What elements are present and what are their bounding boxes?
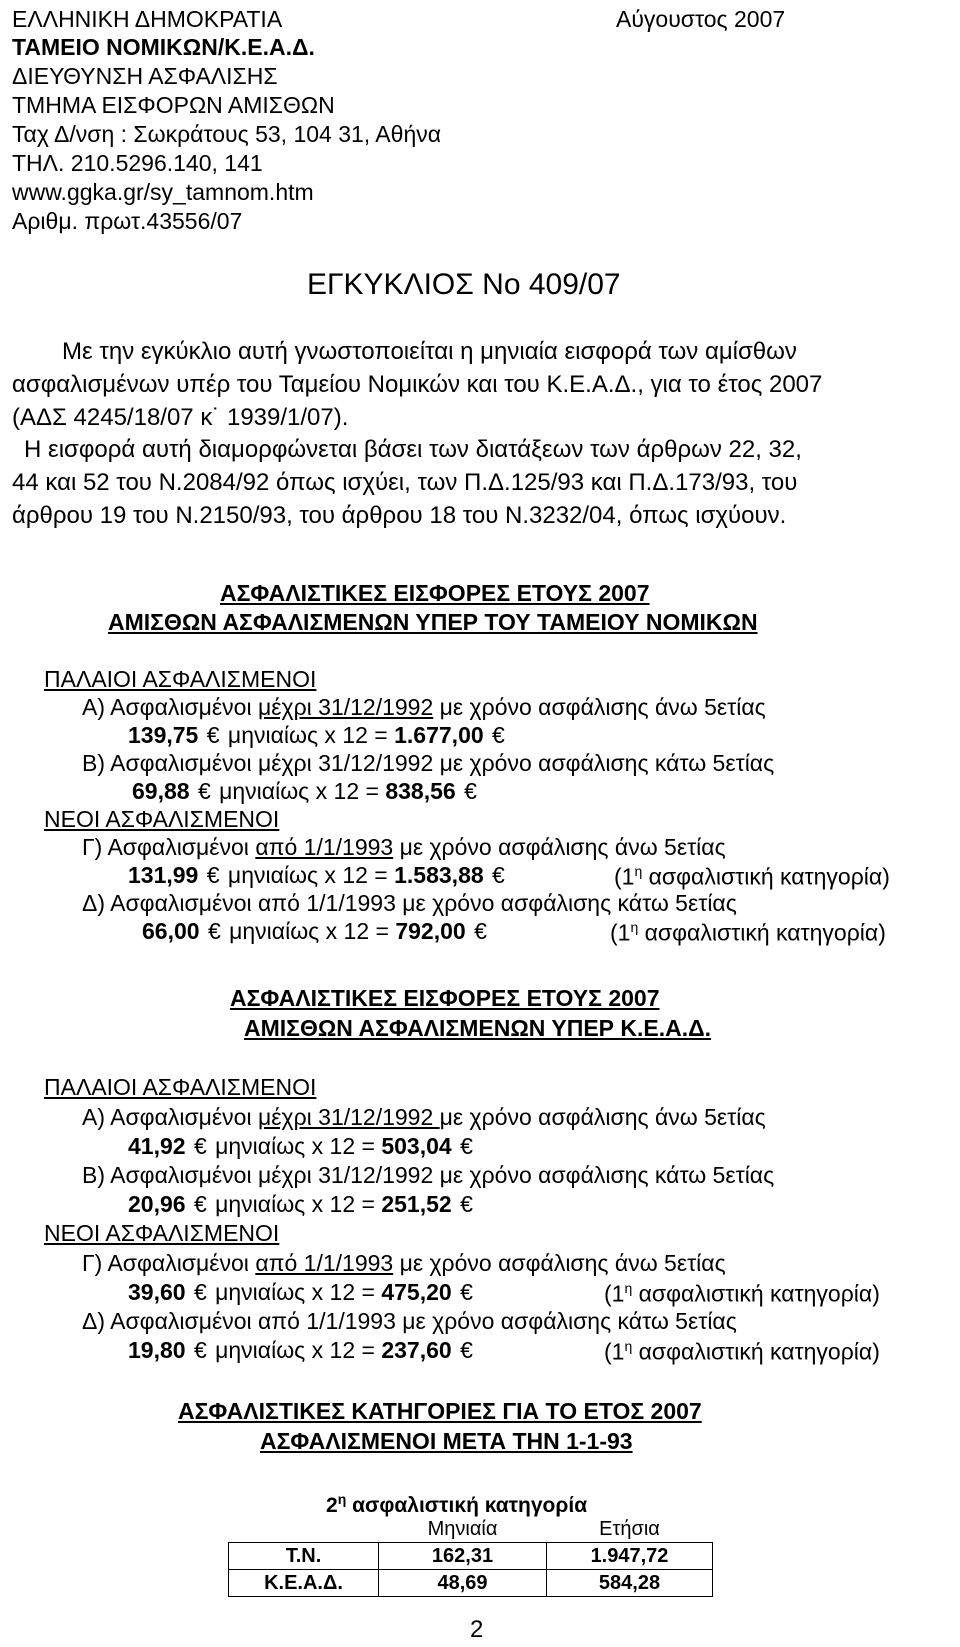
table-row-monthly: 162,31 xyxy=(379,1543,547,1570)
euro-icon: € xyxy=(460,1191,473,1217)
section1-item-c: Γ) Ασφαλισμένοι από 1/1/1993 με χρόνο ασφάλισης άνω 5ετίας xyxy=(82,834,726,860)
section1-item-a: Α) Ασφαλισμένοι μέχρι 31/12/1992 με χρόνο ασφάλισης άνω 5ετίας xyxy=(82,694,766,720)
euro-icon: € xyxy=(207,918,221,944)
amount-monthly: 41,92 xyxy=(128,1133,186,1159)
amount-annual: 237,60 xyxy=(381,1337,452,1363)
section2-item-d-calc: 19,80 € μηνιαίως x 12 = 237,60 € xyxy=(128,1337,473,1363)
euro-icon: € xyxy=(193,1133,207,1159)
circular-title: ΕΓΚΥΚΛΙΟΣ Νο 409/07 xyxy=(307,268,621,301)
header-date: Αύγουστος 2007 xyxy=(616,6,786,32)
header-address: Ταχ Δ/νση : Σωκράτους 53, 104 31, Αθήνα xyxy=(12,121,442,147)
header-phone: ΤΗΛ. 210.5296.140, 141 xyxy=(12,150,263,176)
euro-icon: € xyxy=(206,862,220,888)
section1-item-b-calc: 69,88 € μηνιαίως x 12 = 838,56 € xyxy=(132,778,477,804)
intro-p2-line3: άρθρου 19 του Ν.2150/93, του άρθρου 18 του Ν.3232/04, όπως ισχύουν. xyxy=(12,502,787,529)
table-row xyxy=(229,1570,713,1597)
euro-icon: € xyxy=(460,1133,473,1159)
section1-old-insured: ΠΑΛΑΙΟΙ ΑΣΦΑΛΙΣΜΕΝΟΙ xyxy=(44,666,317,692)
amount-annual: 792,00 xyxy=(395,918,466,944)
intro-p1-line2: ασφαλισμένων υπέρ του Ταμείου Νομικών και του Κ.Ε.Α.Δ., για το έτος 2007 xyxy=(12,371,823,398)
section1-heading2: ΑΜΙΣΘΩΝ ΑΣΦΑΛΙΣΜΕΝΩΝ ΥΠΕΡ ΤΟΥ ΤΑΜΕΙΟΥ ΝΟΜΙΚΩΝ xyxy=(108,609,758,635)
amount-annual: 838,56 xyxy=(385,778,456,804)
header-department: ΤΜΗΜΑ ΕΙΣΦΟΡΩΝ ΑΜΙΣΘΩΝ xyxy=(12,92,335,118)
table-row-label: Τ.Ν. xyxy=(229,1543,379,1570)
section1-item-d-calc: 66,00 € μηνιαίως x 12 = 792,00 € xyxy=(142,918,487,944)
table-header-row xyxy=(229,1516,713,1543)
section1-heading1: ΑΣΦΑΛΙΣΤΙΚΕΣ ΕΙΣΦΟΡΕΣ ΕΤΟΥΣ 2007 xyxy=(220,580,650,606)
amount-monthly: 139,75 xyxy=(128,722,199,748)
section3-heading2: ΑΣΦΑΛΙΣΜΕΝΟΙ ΜΕΤΑ ΤΗΝ 1-1-93 xyxy=(260,1428,633,1454)
table-row xyxy=(229,1543,713,1570)
euro-icon: € xyxy=(492,862,505,888)
header-country: ΕΛΛΗΝΙΚΗ ΔΗΜΟΚΡΑΤΙΑ xyxy=(12,6,283,32)
section2-item-a: Α) Ασφαλισμένοι μέχρι 31/12/1992 με χρόνο ασφάλισης άνω 5ετίας xyxy=(82,1104,766,1130)
euro-icon: € xyxy=(193,1191,207,1217)
table-header-monthly: Μηνιαία xyxy=(379,1516,547,1543)
intro-p1-line1: Με την εγκύκλιο αυτή γνωστοποιείται η μηνιαία εισφορά των αμίσθων xyxy=(62,338,797,365)
amount-monthly: 131,99 xyxy=(128,862,199,888)
euro-icon: € xyxy=(460,1279,473,1305)
section1-new-insured: ΝΕΟΙ ΑΣΦΑΛΙΣΜΕΝΟΙ xyxy=(44,806,280,832)
euro-icon: € xyxy=(193,1279,207,1305)
section2-old-insured: ΠΑΛΑΙΟΙ ΑΣΦΑΛΙΣΜΕΝΟΙ xyxy=(44,1074,317,1100)
euro-icon: € xyxy=(193,1337,207,1363)
category-title: $2^\eta$ ασφαλιστική κατηγορία xyxy=(326,1491,588,1517)
table-row-annual: 584,28 xyxy=(547,1570,713,1597)
table-row-monthly: 48,69 xyxy=(379,1570,547,1597)
section1-item-d-category: ($1^\eta$ ασφαλιστική κατηγορία) xyxy=(610,919,886,946)
table-header-annual: Ετήσια xyxy=(547,1516,713,1543)
amount-annual: 503,04 xyxy=(381,1133,452,1159)
category-table xyxy=(228,1516,713,1597)
amount-monthly: 20,96 xyxy=(128,1191,186,1217)
section2-item-c: Γ) Ασφαλισμένοι από 1/1/1993 με χρόνο ασφάλισης άνω 5ετίας xyxy=(82,1250,726,1276)
header-directorate: ΔΙΕΥΘΥΝΣΗ ΑΣΦΑΛΙΣΗΣ xyxy=(12,63,278,89)
section3-heading1: ΑΣΦΑΛΙΣΤΙΚΕΣ ΚΑΤΗΓΟΡΙΕΣ ΓΙΑ ΤΟ ΕΤΟΣ 2007 xyxy=(178,1398,702,1424)
section2-item-b-calc: 20,96 € μηνιαίως x 12 = 251,52 € xyxy=(128,1191,473,1217)
euro-icon: € xyxy=(206,722,220,748)
section2-heading1: ΑΣΦΑΛΙΣΤΙΚΕΣ ΕΙΣΦΟΡΕΣ ΕΤΟΥΣ 2007 xyxy=(230,985,660,1011)
amount-annual: 1.677,00 xyxy=(394,722,484,748)
table-row-label: Κ.Ε.Α.Δ. xyxy=(229,1570,379,1597)
section2-item-a-calc: 41,92 € μηνιαίως x 12 = 503,04 € xyxy=(128,1133,473,1159)
section1-item-d: Δ) Ασφαλισμένοι από 1/1/1993 με χρόνο ασφάλισης κάτω 5ετίας xyxy=(82,890,737,916)
amount-annual: 475,20 xyxy=(381,1279,452,1305)
section2-item-c-calc: 39,60 € μηνιαίως x 12 = 475,20 € xyxy=(128,1279,473,1305)
section1-item-c-calc: 131,99 € μηνιαίως x 12 = 1.583,88 € xyxy=(128,862,505,888)
amount-monthly: 69,88 xyxy=(132,778,190,804)
table-header-empty xyxy=(229,1516,379,1543)
amount-monthly: 66,00 xyxy=(142,918,200,944)
header-website: www.ggka.gr/sy_tamnom.htm xyxy=(12,179,314,205)
header-fund-name: ΤΑΜΕΙΟ ΝΟΜΙΚΩΝ/Κ.Ε.Α.Δ. xyxy=(12,34,315,60)
section2-new-insured: ΝΕΟΙ ΑΣΦΑΛΙΣΜΕΝΟΙ xyxy=(44,1220,280,1246)
amount-annual: 251,52 xyxy=(381,1191,452,1217)
section2-heading2: ΑΜΙΣΘΩΝ ΑΣΦΑΛΙΣΜΕΝΩΝ ΥΠΕΡ Κ.Ε.Α.Δ. xyxy=(244,1015,712,1041)
amount-monthly: 19,80 xyxy=(128,1337,186,1363)
amount-monthly: 39,60 xyxy=(128,1279,186,1305)
section1-item-c-category: ($1^\eta$ ασφαλιστική κατηγορία) xyxy=(614,863,890,890)
euro-icon: € xyxy=(464,778,477,804)
intro-p1-line3: (ΑΔΣ 4245/18/07 κ˙ 1939/1/07). xyxy=(12,404,349,431)
header-protocol-number: Αριθμ. πρωτ.43556/07 xyxy=(12,208,243,234)
euro-icon: € xyxy=(474,918,487,944)
section1-item-b: Β) Ασφαλισμένοι μέχρι 31/12/1992 με χρόνο ασφάλισης κάτω 5ετίας xyxy=(82,750,775,776)
section1-item-a-calc: 139,75 € μηνιαίως x 12 = 1.677,00 € xyxy=(128,722,505,748)
euro-icon: € xyxy=(492,722,505,748)
section2-item-c-category: ($1^\eta$ ασφαλιστική κατηγορία) xyxy=(604,1280,880,1307)
intro-p2-line1: Η εισφορά αυτή διαμορφώνεται βάσει των διατάξεων των άρθρων 22, 32, xyxy=(24,436,802,463)
section2-item-b: Β) Ασφαλισμένοι μέχρι 31/12/1992 με χρόνο ασφάλισης κάτω 5ετίας xyxy=(82,1162,775,1188)
page-number: 2 xyxy=(470,1616,484,1643)
section2-item-d-category: ($1^\eta$ ασφαλιστική κατηγορία) xyxy=(604,1338,880,1365)
amount-annual: 1.583,88 xyxy=(394,862,484,888)
section2-item-d: Δ) Ασφαλισμένοι από 1/1/1993 με χρόνο ασφάλισης κάτω 5ετίας xyxy=(82,1308,737,1334)
euro-icon: € xyxy=(197,778,211,804)
table-row-annual: 1.947,72 xyxy=(547,1543,713,1570)
euro-icon: € xyxy=(460,1337,473,1363)
intro-p2-line2: 44 και 52 του Ν.2084/92 όπως ισχύει, των Π.Δ.125/93 και Π.Δ.173/93, του xyxy=(12,469,798,496)
